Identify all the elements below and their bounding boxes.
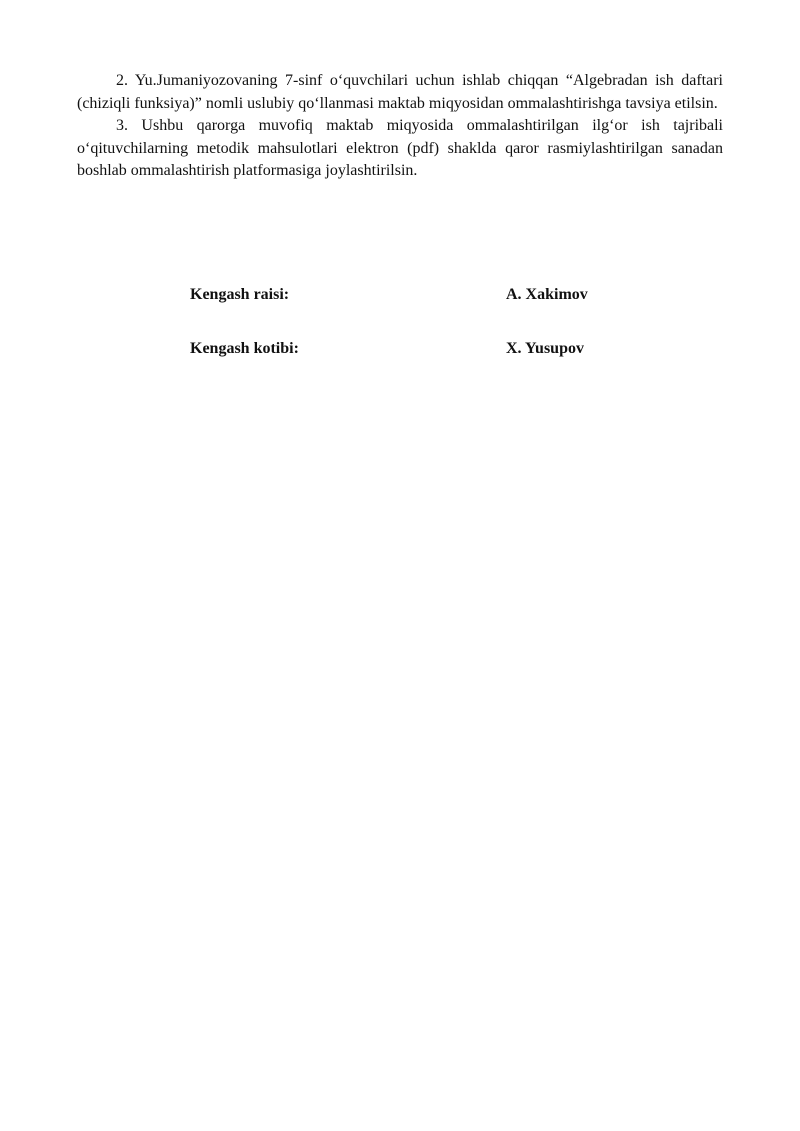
- paragraph-item-3: 3. Ushbu qarorga muvofiq maktab miqyosida ommalashtirilgan ilg‘or ish tajribali o‘qituvchilarning metodik mahsulotlari elektron (pdf) shaklda qaror rasmiylashtirilgan sanadan boshlab ommalashtirish platformasiga joylashtirilsin.: [77, 117, 723, 179]
- signature-role-label: Kengash kotibi:: [190, 340, 299, 357]
- signature-role-label: Kengash raisi:: [190, 286, 290, 303]
- signature-name: X. Yusupov: [506, 340, 584, 357]
- signature-row-chair: [190, 284, 710, 306]
- paragraph-item-2: 2. Yu.Jumaniyozovaning 7-sinf o‘quvchilari uchun ishlab chiqqan “Algebradan ish daftari (chiziqli funksiya)” nomli uslubiy qo‘llanmasi maktab miqyosidan ommalashtirishga tavsiya etilsin.: [77, 72, 723, 112]
- document-body: [77, 70, 723, 183]
- signature-row-secretary: [190, 338, 710, 360]
- signature-name: A. Xakimov: [506, 286, 588, 303]
